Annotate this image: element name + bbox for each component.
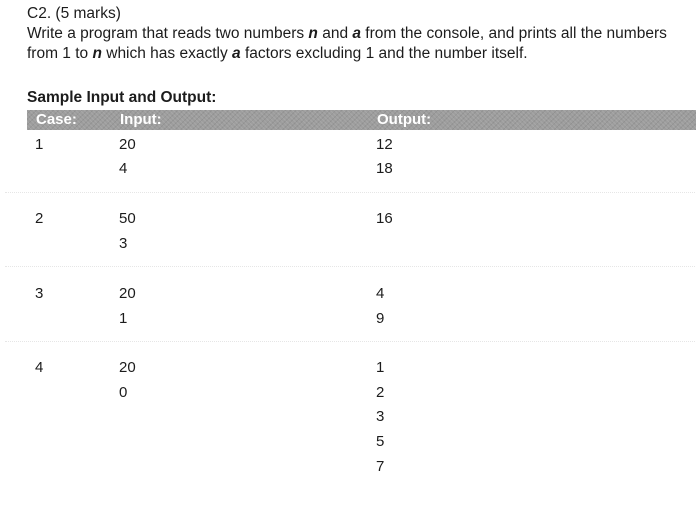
header-output: Output: — [377, 111, 432, 128]
question-text-part: Write a program that reads two numbers — [27, 25, 309, 42]
sample-heading: Sample Input and Output: — [27, 89, 217, 106]
case-output: 4 — [376, 285, 385, 302]
question-text-part: factors excluding 1 and the number itself. — [240, 45, 528, 62]
variable-n: n — [92, 45, 102, 62]
case-output: 12 — [376, 136, 393, 153]
sample-table-header — [27, 110, 696, 130]
variable-n: n — [308, 25, 318, 42]
case-output: 1 — [376, 359, 385, 376]
case-input: 1 — [119, 310, 128, 327]
case-number: 2 — [35, 210, 44, 227]
case-input: 0 — [119, 384, 128, 401]
question-text-part: which has exactly — [101, 45, 233, 62]
question-text-part: and — [317, 25, 353, 42]
case-input: 3 — [119, 235, 128, 252]
case-output: 5 — [376, 433, 385, 450]
case-output: 18 — [376, 160, 393, 177]
case-output: 3 — [376, 408, 385, 425]
row-divider — [5, 192, 695, 193]
variable-a: a — [352, 25, 361, 42]
case-output: 9 — [376, 310, 385, 327]
header-case: Case: — [36, 111, 77, 128]
case-output: 16 — [376, 210, 393, 227]
variable-a: a — [232, 45, 241, 62]
row-divider — [5, 266, 695, 267]
case-number: 4 — [35, 359, 44, 376]
case-input: 20 — [119, 136, 136, 153]
case-output: 2 — [376, 384, 385, 401]
case-input: 20 — [119, 285, 136, 302]
question-text-part: from the console, and prints all the numbers from 1 to — [27, 25, 667, 62]
case-input: 20 — [119, 359, 136, 376]
question-text — [27, 24, 692, 64]
row-divider — [5, 341, 695, 342]
case-input: 4 — [119, 160, 128, 177]
case-number: 1 — [35, 136, 44, 153]
question-title: C2. (5 marks) — [27, 5, 121, 22]
case-output: 7 — [376, 458, 385, 475]
header-input: Input: — [120, 111, 162, 128]
case-number: 3 — [35, 285, 44, 302]
case-input: 50 — [119, 210, 136, 227]
